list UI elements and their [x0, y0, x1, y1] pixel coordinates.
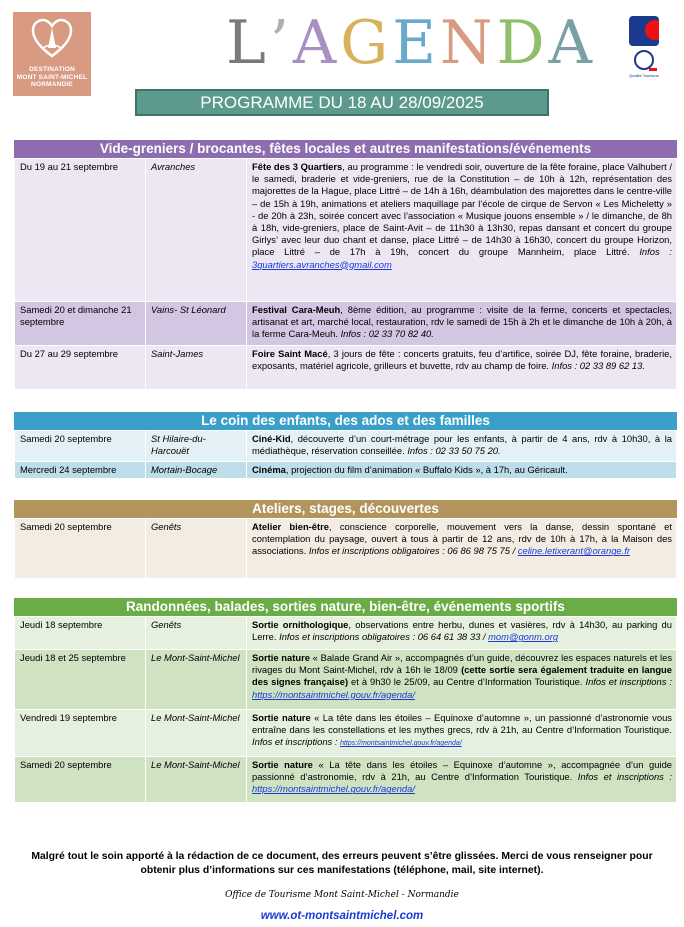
disclaimer: Malgré tout le soin apporté à la rédaction de ce document, des erreurs peuvent s’être glissées. Merci de vous renseigner pour obtenir plus d’informations sur ces manifestations (téléphone, mail, site internet).	[31, 851, 653, 876]
title-letter: D	[496, 8, 549, 78]
event-text: « Balade Grand Air », accompagnés d’un guide, découvrez les espaces naturels et les rivages du Mont Saint-Michel, rdv à 16h le 18/09	[252, 652, 673, 676]
page-title	[226, 8, 596, 78]
event-text: « La tête dans les étoiles – Equinoxe d’automne », un passionné d’astronomie vous entraîne dans les constellations et les mythes grecs, rdv à 21h, au Centre d’Information Touristique.	[252, 712, 672, 736]
event-place: Vains- St Léonard	[146, 302, 247, 346]
event-description	[247, 431, 677, 462]
event-place: Saint-James	[146, 346, 247, 390]
section-title: Ateliers, stages, découvertes	[14, 500, 677, 518]
event-date: Vendredi 19 septembre	[15, 710, 146, 757]
title-letter: E	[392, 8, 441, 78]
event-info: Infos et inscriptions :	[577, 771, 672, 783]
event-description	[247, 519, 677, 579]
event-date: Samedi 20 septembre	[15, 519, 146, 579]
event-info: Infos et inscriptions obligatoires : 06 64 61 38 33 /	[279, 631, 489, 643]
agenda-link[interactable]: https://montsaintmichel.gouv.fr/agenda/	[340, 740, 462, 748]
event-description	[247, 757, 677, 803]
table-row	[15, 650, 677, 710]
table-row	[15, 431, 677, 462]
event-text: , projection du film d’animation « Buffalo Kids », à 17h, au Géricault.	[285, 464, 568, 475]
website-link[interactable]: www.ot-montsaintmichel.com	[260, 910, 424, 922]
event-date: Du 19 au 21 septembre	[15, 159, 146, 302]
table-row	[15, 519, 677, 579]
section-families	[14, 412, 677, 479]
event-description	[247, 650, 677, 710]
event-name: Sortie nature	[252, 652, 310, 663]
event-date: Jeudi 18 septembre	[15, 617, 146, 650]
title-letter: ’	[269, 8, 293, 78]
event-text: , conscience corporelle, mouvement vers la danse, dessin spontané et contemplation du paysage, ouvert à tous à partir de 12 ans, rdv de 10h à 17h, à la Maison des associations.	[252, 521, 673, 557]
agenda-link[interactable]: https://montsaintmichel.gouv.fr/agenda/	[252, 688, 415, 700]
title-letter: N	[440, 8, 497, 78]
events-table	[14, 158, 677, 390]
agenda-link[interactable]: https://montsaintmichel.gouv.fr/agenda/	[252, 783, 415, 795]
heart-mont-icon	[31, 18, 73, 60]
event-text: , 3 jours de fête : concerts gratuits, feu d’artifice, soirée DJ, fête foraine, braderie, exposants, matériel agricole, grilleurs et buvette, rdv au champ de foire.	[252, 348, 672, 372]
event-date: Samedi 20 septembre	[15, 431, 146, 462]
partner-logos	[626, 16, 662, 96]
event-description	[247, 302, 677, 346]
title-letter: A	[548, 8, 596, 78]
event-name: Festival Cara-Meuh	[252, 304, 341, 315]
quality-logo-icon	[634, 50, 654, 70]
quality-label: Qualité Tourisme	[629, 73, 659, 78]
table-row	[15, 757, 677, 803]
title-letter: L	[226, 8, 270, 78]
logo-line-1: DESTINATION	[29, 66, 75, 73]
section-title: Randonnées, balades, sorties nature, bien-être, événements sportifs	[14, 598, 677, 616]
event-description	[247, 617, 677, 650]
email-link[interactable]: mom@gonm.org	[488, 631, 559, 643]
event-place: Avranches	[146, 159, 247, 302]
event-date: Mercredi 24 septembre	[15, 462, 146, 479]
event-text: et à 9h30 le 25/09, au Centre d’Information Touristique.	[348, 676, 586, 688]
table-row	[15, 346, 677, 390]
outdoor-table	[14, 616, 677, 803]
event-name: Ciné-Kid	[252, 433, 291, 444]
event-description	[247, 462, 677, 479]
event-place: Le Mont-Saint-Michel	[146, 650, 247, 710]
event-text: , observations entre herbu, dunes et vasières, rdv à 14h30, au parking du Lerre.	[252, 619, 672, 643]
event-text: , au programme : le vendredi soir, ouverture de la fête foraine, place Valhubert / le samedi, braderie et vide-greniers, rue de la Constitution – de 10h à 12h, représentation des majorettes de la Hague, place Littré – de 14h à 16h, déambulation des majorettes dans le centre-ville – de 15h à 19h, animations et ateliers maquillage par l’école de cirque de Servon « Les Micheletty » - de 20h à 23h, soirée concert avec l’association « Musique jouons ensemble » / le dimanche, de 8h à 18h, vide-greniers, place de Saint-Avit – de 11h30 à 13h30, repas dansant et concert du groupe Girlys’ avec leur duo chant et danse, place Littré – de 14h30 à 16h30, concert du groupe Horizon, place Littré – de 17h à 19h, concert du groupe Mannheim, place Littré.	[252, 161, 672, 258]
section-outdoor	[14, 598, 677, 803]
event-name: Sortie nature	[252, 759, 313, 770]
event-name: Sortie nature	[252, 712, 311, 723]
title-letter: A	[292, 8, 341, 78]
email-link[interactable]: 3quartiers.avranches@gmail.com	[252, 258, 392, 270]
event-place: Genêts	[146, 617, 247, 650]
section-title: Le coin des enfants, des ados et des familles	[14, 412, 677, 430]
event-name: Cinéma	[252, 464, 286, 475]
event-info: Infos et inscriptions obligatoires : 06 86 98 75 75 /	[308, 545, 518, 557]
event-text: « La tête dans les étoiles – Equinoxe d’automne », accompagnée d’un guide passionné d’astronomie, rdv à 21h, au Centre d’Information Touristique.	[252, 759, 672, 783]
event-info: Infos et inscriptions :	[585, 676, 672, 688]
event-date: Jeudi 18 et 25 septembre	[15, 650, 146, 710]
event-place: Le Mont-Saint-Michel	[146, 710, 247, 757]
event-name: Atelier bien-être	[252, 521, 330, 532]
event-name: Foire Saint Macé	[252, 348, 328, 359]
event-info: Infos : 02 33 50 75 20.	[407, 445, 501, 457]
event-text: , 8ème édition, au programme : visite de la ferme, concerts et spectacles, artisanat et art, marché local, restauration, rdv le samedi de 15h à 2h et le dimanche de 10h à 20h, à la ferme Cara-Meuh.	[252, 304, 672, 340]
event-description	[247, 159, 677, 302]
table-row	[15, 462, 677, 479]
event-place: Le Mont-Saint-Michel	[146, 757, 247, 803]
table-row	[15, 159, 677, 302]
logo-line-3: NORMANDIE	[31, 81, 73, 88]
event-place: Mortain-Bocage	[146, 462, 247, 479]
table-row	[15, 302, 677, 346]
title-letter: G	[340, 8, 393, 78]
region-logo-icon	[629, 16, 659, 46]
event-info: Infos et inscriptions :	[252, 736, 341, 748]
event-place: Genêts	[146, 519, 247, 579]
section-title: Vide-greniers / brocantes, fêtes locales et autres manifestations/événements	[14, 140, 677, 158]
office-signature: Office de Tourisme Mont Saint-Michel - Normandie	[225, 890, 459, 900]
event-name: Sortie ornithologique	[252, 619, 349, 630]
event-date: Samedi 20 septembre	[15, 757, 146, 803]
event-date: Du 27 au 29 septembre	[15, 346, 146, 390]
families-table	[14, 430, 677, 479]
event-name: Fête des 3 Quartiers	[252, 161, 343, 172]
logo-line-2: MONT SAINT-MICHEL	[16, 73, 88, 81]
table-row	[15, 710, 677, 757]
programme-banner: PROGRAMME DU 18 AU 28/09/2025	[135, 89, 549, 116]
email-link[interactable]: celine.letixerant@orange.fr	[517, 545, 630, 557]
event-info: Infos :	[639, 246, 672, 258]
event-note: (cette sortie sera également traduite en langue des signes française)	[252, 664, 673, 688]
event-text: , découverte d’un court-métrage pour les enfants, à partir de 4 ans, rdv à 10h30, à la médiathèque, réservation conseillée.	[252, 433, 672, 457]
workshops-table	[14, 518, 677, 579]
event-info: Infos : 02 33 89 62 13.	[551, 360, 645, 372]
event-description	[247, 710, 677, 757]
event-description	[247, 346, 677, 390]
event-info: Infos : 02 33 70 82 40.	[340, 328, 434, 340]
section-workshops	[14, 500, 677, 579]
event-date: Samedi 20 et dimanche 21 septembre	[15, 302, 146, 346]
section-events	[14, 140, 677, 390]
destination-logo	[13, 12, 91, 96]
event-place: St Hilaire-du-Harcouët	[146, 431, 247, 462]
table-row	[15, 617, 677, 650]
